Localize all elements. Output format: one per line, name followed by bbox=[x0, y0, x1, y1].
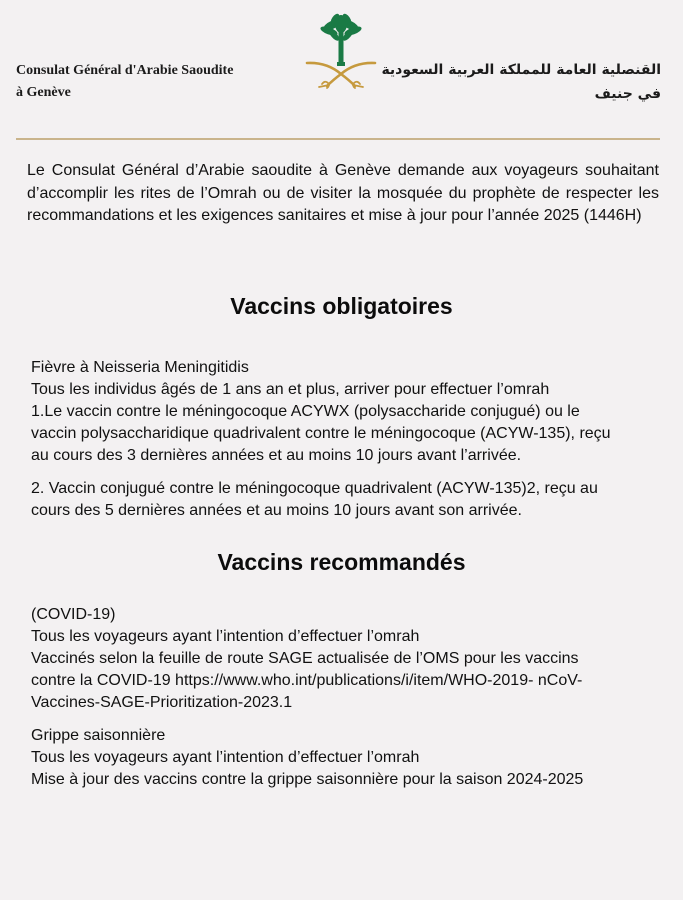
intro-line: Le Consulat Général d’Arabie saoudite à Genève demande aux voyageurs bbox=[27, 162, 586, 179]
header-divider bbox=[16, 138, 660, 140]
recommended-vaccines-heading: Vaccins recommandés bbox=[217, 549, 466, 575]
intro-line: souhaitant d’accomplir les rites de l’Omrah ou de visiter la mosquée du prophète bbox=[27, 162, 659, 202]
consulate-name-arabic bbox=[381, 58, 661, 106]
saudi-emblem-icon bbox=[305, 8, 377, 90]
flu-line: Mise à jour des vaccins contre la grippe saisonnière pour la saison 2024-2025 bbox=[31, 771, 584, 788]
covid-line: contre la COVID-19 https://www.who.int/publications/i/item/WHO-2019- nCoV- bbox=[31, 672, 583, 689]
meningitis-option-2 bbox=[31, 478, 671, 522]
intro-paragraph bbox=[27, 160, 659, 228]
consulate-city-arabic-line: في جنيف bbox=[594, 86, 661, 102]
consulate-city-line: à Genève bbox=[16, 85, 71, 100]
meningitis-line: vaccin polysaccharidique quadrivalent contre le méningocoque (ACYW-135), reçu bbox=[31, 425, 611, 442]
covid-section bbox=[31, 604, 671, 714]
meningitis-title: Fièvre à Neisseria Meningitidis bbox=[31, 359, 249, 376]
meningitis-line: Tous les individus âgés de 1 ans an et plus, arriver pour effectuer l’omrah bbox=[31, 381, 550, 398]
covid-line: Tous les voyageurs ayant l’intention d’effectuer l’omrah bbox=[31, 628, 420, 645]
intro-line: de respecter les recommandations et les exigences sanitaires et mise à jour pour bbox=[27, 184, 659, 224]
meningitis-line: au cours des 3 dernières années et au moins 10 jours avant l’arrivée. bbox=[31, 447, 522, 464]
meningitis-section bbox=[31, 357, 671, 467]
covid-line: Vaccines-SAGE-Prioritization-2023.1 bbox=[31, 694, 293, 711]
option-2-line: 2. Vaccin conjugué contre le méningocoque quadrivalent (ACYW-135)2, reçu au bbox=[31, 480, 598, 497]
flu-section bbox=[31, 725, 671, 791]
intro-line: l’année 2025 (1446H) bbox=[487, 207, 642, 224]
consulate-name-french bbox=[16, 60, 233, 104]
option-2-line: cours des 5 dernières années et au moins 10 jours avant son arrivée. bbox=[31, 502, 522, 519]
flu-line: Tous les voyageurs ayant l’intention d’effectuer l’omrah bbox=[31, 749, 420, 766]
meningitis-line: 1.Le vaccin contre le méningocoque ACYWX (polysaccharide conjugué) ou le bbox=[31, 403, 580, 420]
covid-line: Vaccinés selon la feuille de route SAGE actualisée de l’OMS pour les vaccins bbox=[31, 650, 579, 667]
flu-title: Grippe saisonnière bbox=[31, 727, 166, 744]
covid-title: (COVID-19) bbox=[31, 606, 116, 623]
mandatory-vaccines-heading: Vaccins obligatoires bbox=[230, 293, 453, 319]
consulate-name-line: Consulat Général d'Arabie Saoudite bbox=[16, 63, 234, 78]
consulate-name-arabic-line: القنصلية العامة للمملكة العربية السعودية bbox=[381, 62, 661, 78]
